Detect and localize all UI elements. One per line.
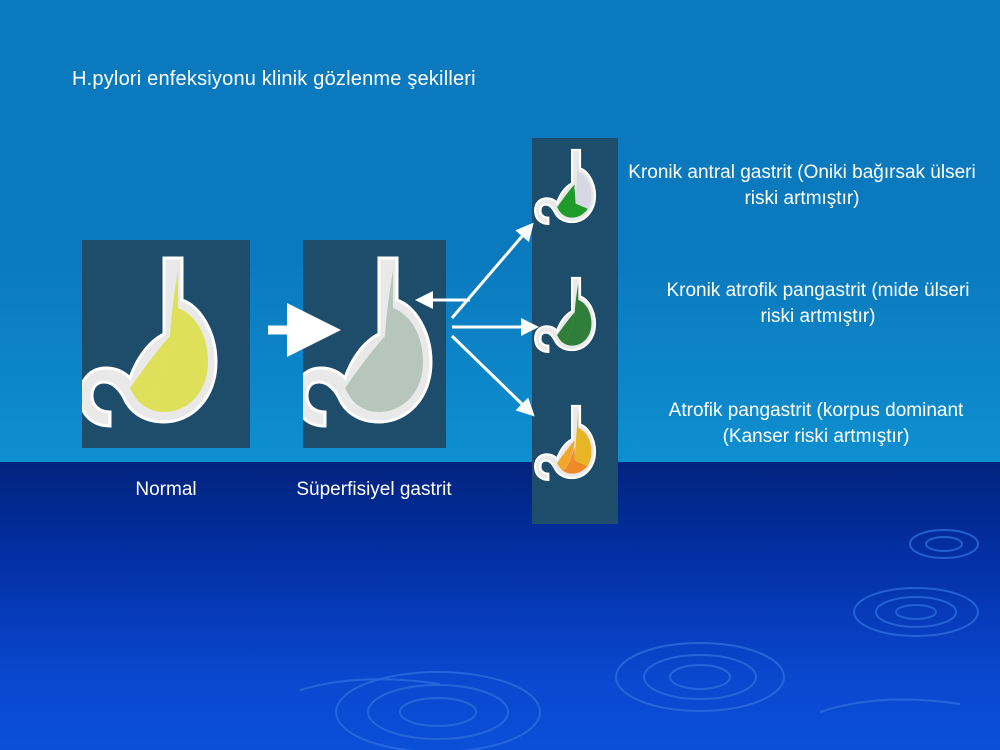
stomach-panel-outcomes bbox=[532, 138, 618, 524]
stomach-icon-pangastrit bbox=[532, 266, 618, 394]
caption-superficial: Süperfisiyel gastrit bbox=[296, 479, 452, 500]
stomach-icon bbox=[303, 240, 446, 448]
stomach-panel-normal bbox=[82, 240, 250, 448]
slide-title: H.pylori enfeksiyonu klinik gözlenme şekilleri bbox=[72, 68, 476, 90]
stomach-icon-antral bbox=[532, 138, 618, 266]
stomach-panel-superficial bbox=[303, 240, 446, 448]
stomach-icon bbox=[82, 240, 250, 448]
stomach-icon-korpus bbox=[532, 394, 618, 522]
outcome-label-korpus: Atrofik pangastrit (korpus dominant (Kanser riski artmıştır) bbox=[668, 400, 964, 447]
caption-normal: Normal bbox=[135, 479, 197, 500]
outcome-label-antral: Kronik antral gastrit (Oniki bağırsak ülseri riski artmıştır) bbox=[628, 162, 976, 209]
background-lower bbox=[0, 462, 1000, 750]
outcome-label-pangastrit: Kronik atrofik pangastrit (mide ülseri riski artmıştır) bbox=[666, 280, 970, 327]
